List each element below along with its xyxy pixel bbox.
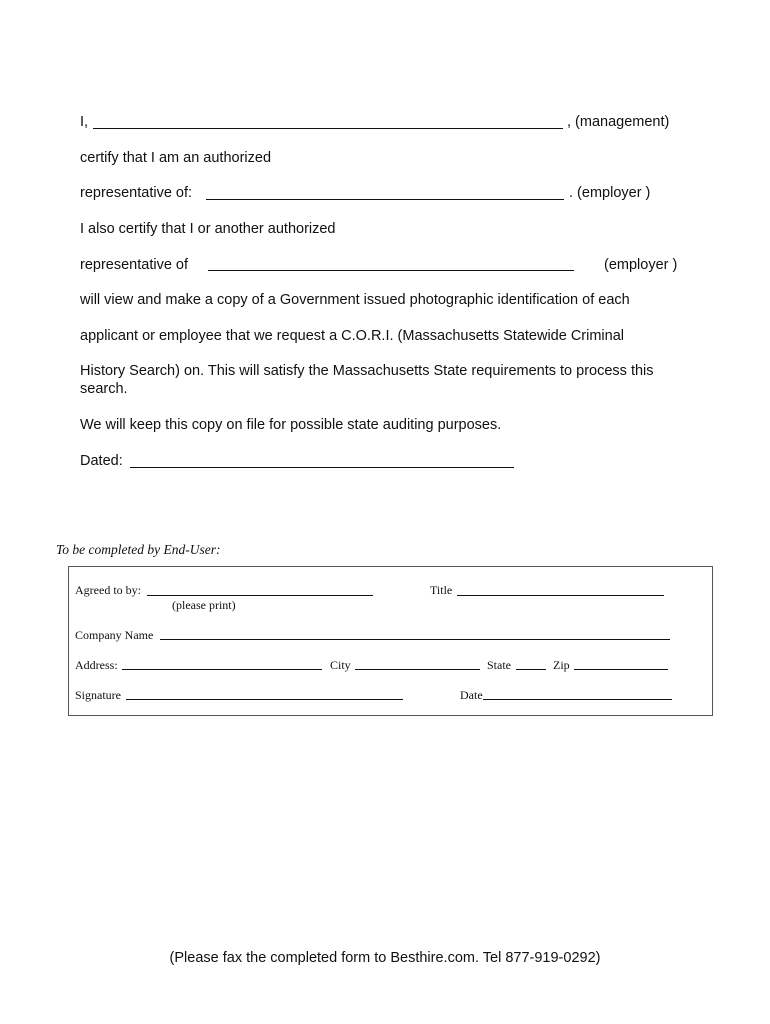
please-print-note: (please print) bbox=[172, 598, 236, 612]
agreed-by-field[interactable] bbox=[147, 595, 373, 596]
employer-name-field-2[interactable] bbox=[208, 270, 574, 271]
agreed-label: Agreed to by: bbox=[75, 583, 141, 597]
line8a-text: History Search) on. This will satisfy the Massachusetts State requirements to process this bbox=[80, 363, 654, 379]
end-user-box bbox=[68, 566, 713, 716]
signature-field[interactable] bbox=[126, 699, 403, 700]
state-label: State bbox=[487, 658, 511, 672]
end-user-heading: To be completed by End-User: bbox=[56, 542, 221, 557]
company-name-field[interactable] bbox=[160, 639, 670, 640]
line1-suffix: , (management) bbox=[567, 114, 670, 130]
line7-text: applicant or employee that we request a C.O.R.I. (Massachusetts Statewide Criminal bbox=[80, 328, 624, 344]
address-label: Address: bbox=[75, 658, 118, 672]
line6-text: will view and make a copy of a Government issued photographic identification of each bbox=[80, 292, 630, 308]
line2-text: certify that I am an authorized bbox=[80, 150, 272, 166]
line1-prefix: I, bbox=[80, 114, 89, 130]
date-field[interactable] bbox=[483, 699, 672, 700]
employer-name-field[interactable] bbox=[206, 199, 564, 200]
company-label: Company Name bbox=[75, 628, 154, 642]
title-label: Title bbox=[430, 583, 453, 597]
line5-suffix: (employer ) bbox=[604, 257, 678, 273]
date-label: Date bbox=[460, 688, 483, 702]
signature-label: Signature bbox=[75, 688, 121, 702]
dated-label: Dated: bbox=[80, 453, 123, 469]
title-field[interactable] bbox=[457, 595, 664, 596]
city-field[interactable] bbox=[355, 669, 480, 670]
management-name-field[interactable] bbox=[93, 128, 563, 129]
address-field[interactable] bbox=[122, 669, 322, 670]
dated-field[interactable] bbox=[130, 467, 514, 468]
line8b-text: search. bbox=[80, 381, 128, 397]
zip-field[interactable] bbox=[574, 669, 668, 670]
line3-prefix: representative of: bbox=[80, 185, 193, 201]
footer-note: (Please fax the completed form to Besthire.com. Tel 877-919-0292) bbox=[169, 950, 601, 966]
line5-prefix: representative of bbox=[80, 257, 189, 273]
line3-suffix: . (employer ) bbox=[569, 185, 651, 201]
city-label: City bbox=[330, 658, 351, 672]
state-field[interactable] bbox=[516, 669, 546, 670]
line4-text: I also certify that I or another authorized bbox=[80, 221, 336, 237]
line9-text: We will keep this copy on file for possible state auditing purposes. bbox=[80, 417, 502, 433]
zip-label: Zip bbox=[553, 658, 570, 672]
